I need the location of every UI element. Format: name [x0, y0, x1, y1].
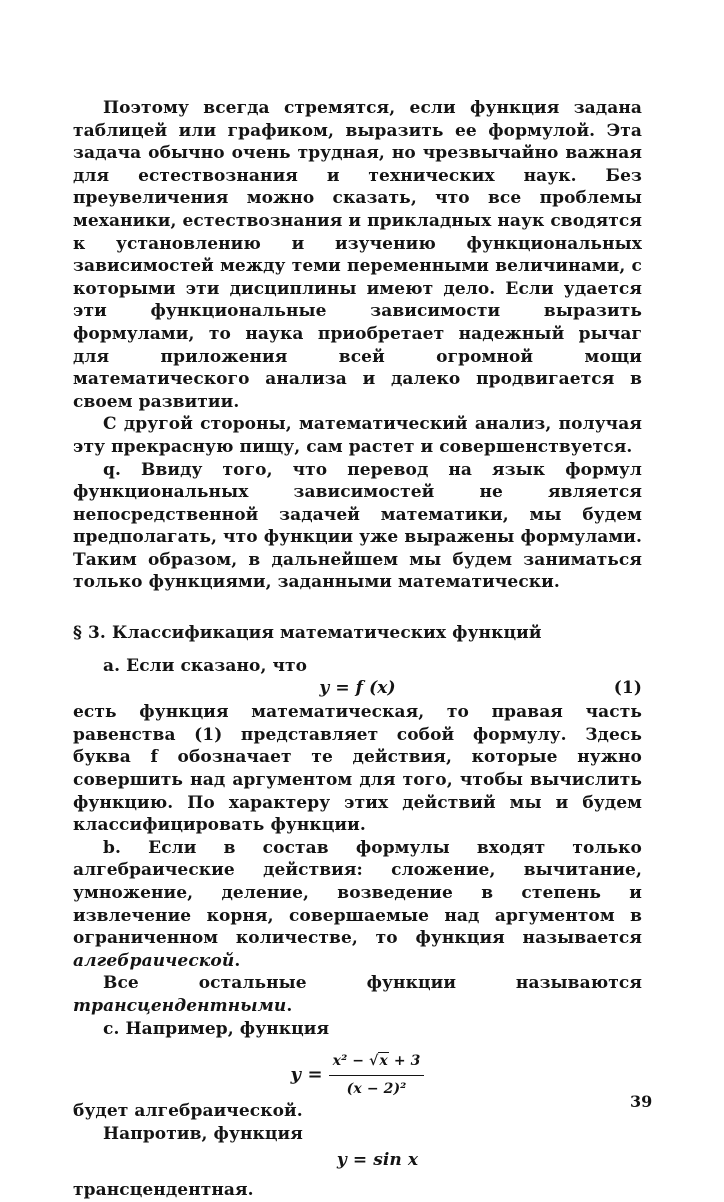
item-b-text: b. Если в состав формулы входят только алгебраические действия: сложение, вычитание, умножение, деление, возведение в степень и извлечение корня, совершаемые над аргументом в ограниченном количестве, то функция называется — [73, 837, 642, 949]
fraction-equation — [291, 1050, 425, 1100]
sqrt-icon: √ — [369, 1053, 379, 1070]
paragraph-2: С другой стороны, математический анализ, получая эту прекрасную пищу, сам растет и совершенствуется. — [73, 414, 642, 457]
item-b-term: алгебраической — [73, 950, 235, 971]
item-a-intro: a. Если сказано, что — [103, 655, 308, 676]
item-b-paragraph — [73, 837, 642, 973]
sin-formula-text: y = sin x — [336, 1150, 419, 1171]
numerator-part-a: x² − — [332, 1053, 370, 1070]
fraction-formula — [73, 1050, 642, 1097]
fraction-numerator — [329, 1050, 425, 1076]
fraction — [329, 1050, 425, 1100]
paragraph-1: Поэтому всегда стремятся, если функция задана таблицей или графиком, выразить ее формулой. Эта задача обычно очень трудная, но чрезвычайно важная для естествознания и технических наук. Без преувеличения можно сказать, что все проблемы механики, естествознания и прикладных наук сводятся к установлению и изучению функциональных зависимостей между теми переменными величинами, с которыми эти дисциплины имеют дело. Если удается эти функциональные зависимости выразить формулами, то наука приобретает надежный рычаг для приложения всей огромной мощи математического анализа и далеко продвигается в своем развитии. — [73, 98, 642, 412]
page-body — [73, 97, 642, 1202]
item-a-text: есть функция математическая, то правая часть равенства (1) представляет собой формулу. Здесь буква f обозначает те действия, которые нужно совершить над аргументом для того, чтобы вычислить функцию. По характеру этих действий мы и будем классифицировать функции. — [73, 702, 642, 836]
fraction-lhs: y = — [290, 1063, 323, 1085]
paragraph-3: q. Ввиду того, что перевод на язык формул функциональных зависимостей не является непосредственной задачей математики, мы будем предполагать, что функции уже выражены формулами. Таким образом, в дальнейшем мы будем заниматься только функциями, заданными математически. — [73, 459, 642, 593]
section-heading: § 3. Классификация математических функций — [73, 623, 542, 644]
item-c-after-formula: будет алгебраической. — [73, 1101, 303, 1122]
item-b-end: . — [234, 950, 241, 971]
equation-1 — [73, 677, 642, 701]
item-b2-end: . — [286, 995, 293, 1016]
sin-formula — [73, 1149, 642, 1173]
item-b2-term: трансцендентными — [73, 995, 287, 1016]
equation-1-formula: y = f (x) — [319, 678, 396, 699]
item-b2-paragraph — [73, 972, 642, 1017]
fraction-denominator: (x − 2)² — [346, 1080, 407, 1097]
page-number: 39 — [630, 1092, 653, 1111]
item-c-ending: трансцендентная. — [73, 1180, 254, 1201]
equation-1-number: (1) — [613, 678, 642, 699]
numerator-part-b: + 3 — [388, 1053, 421, 1070]
item-c-contrast: Напротив, функция — [103, 1123, 303, 1144]
item-c-intro: c. Например, функция — [103, 1018, 330, 1039]
sqrt-argument: x — [379, 1053, 388, 1070]
item-b2-text: Все остальные функции называются — [103, 973, 642, 994]
